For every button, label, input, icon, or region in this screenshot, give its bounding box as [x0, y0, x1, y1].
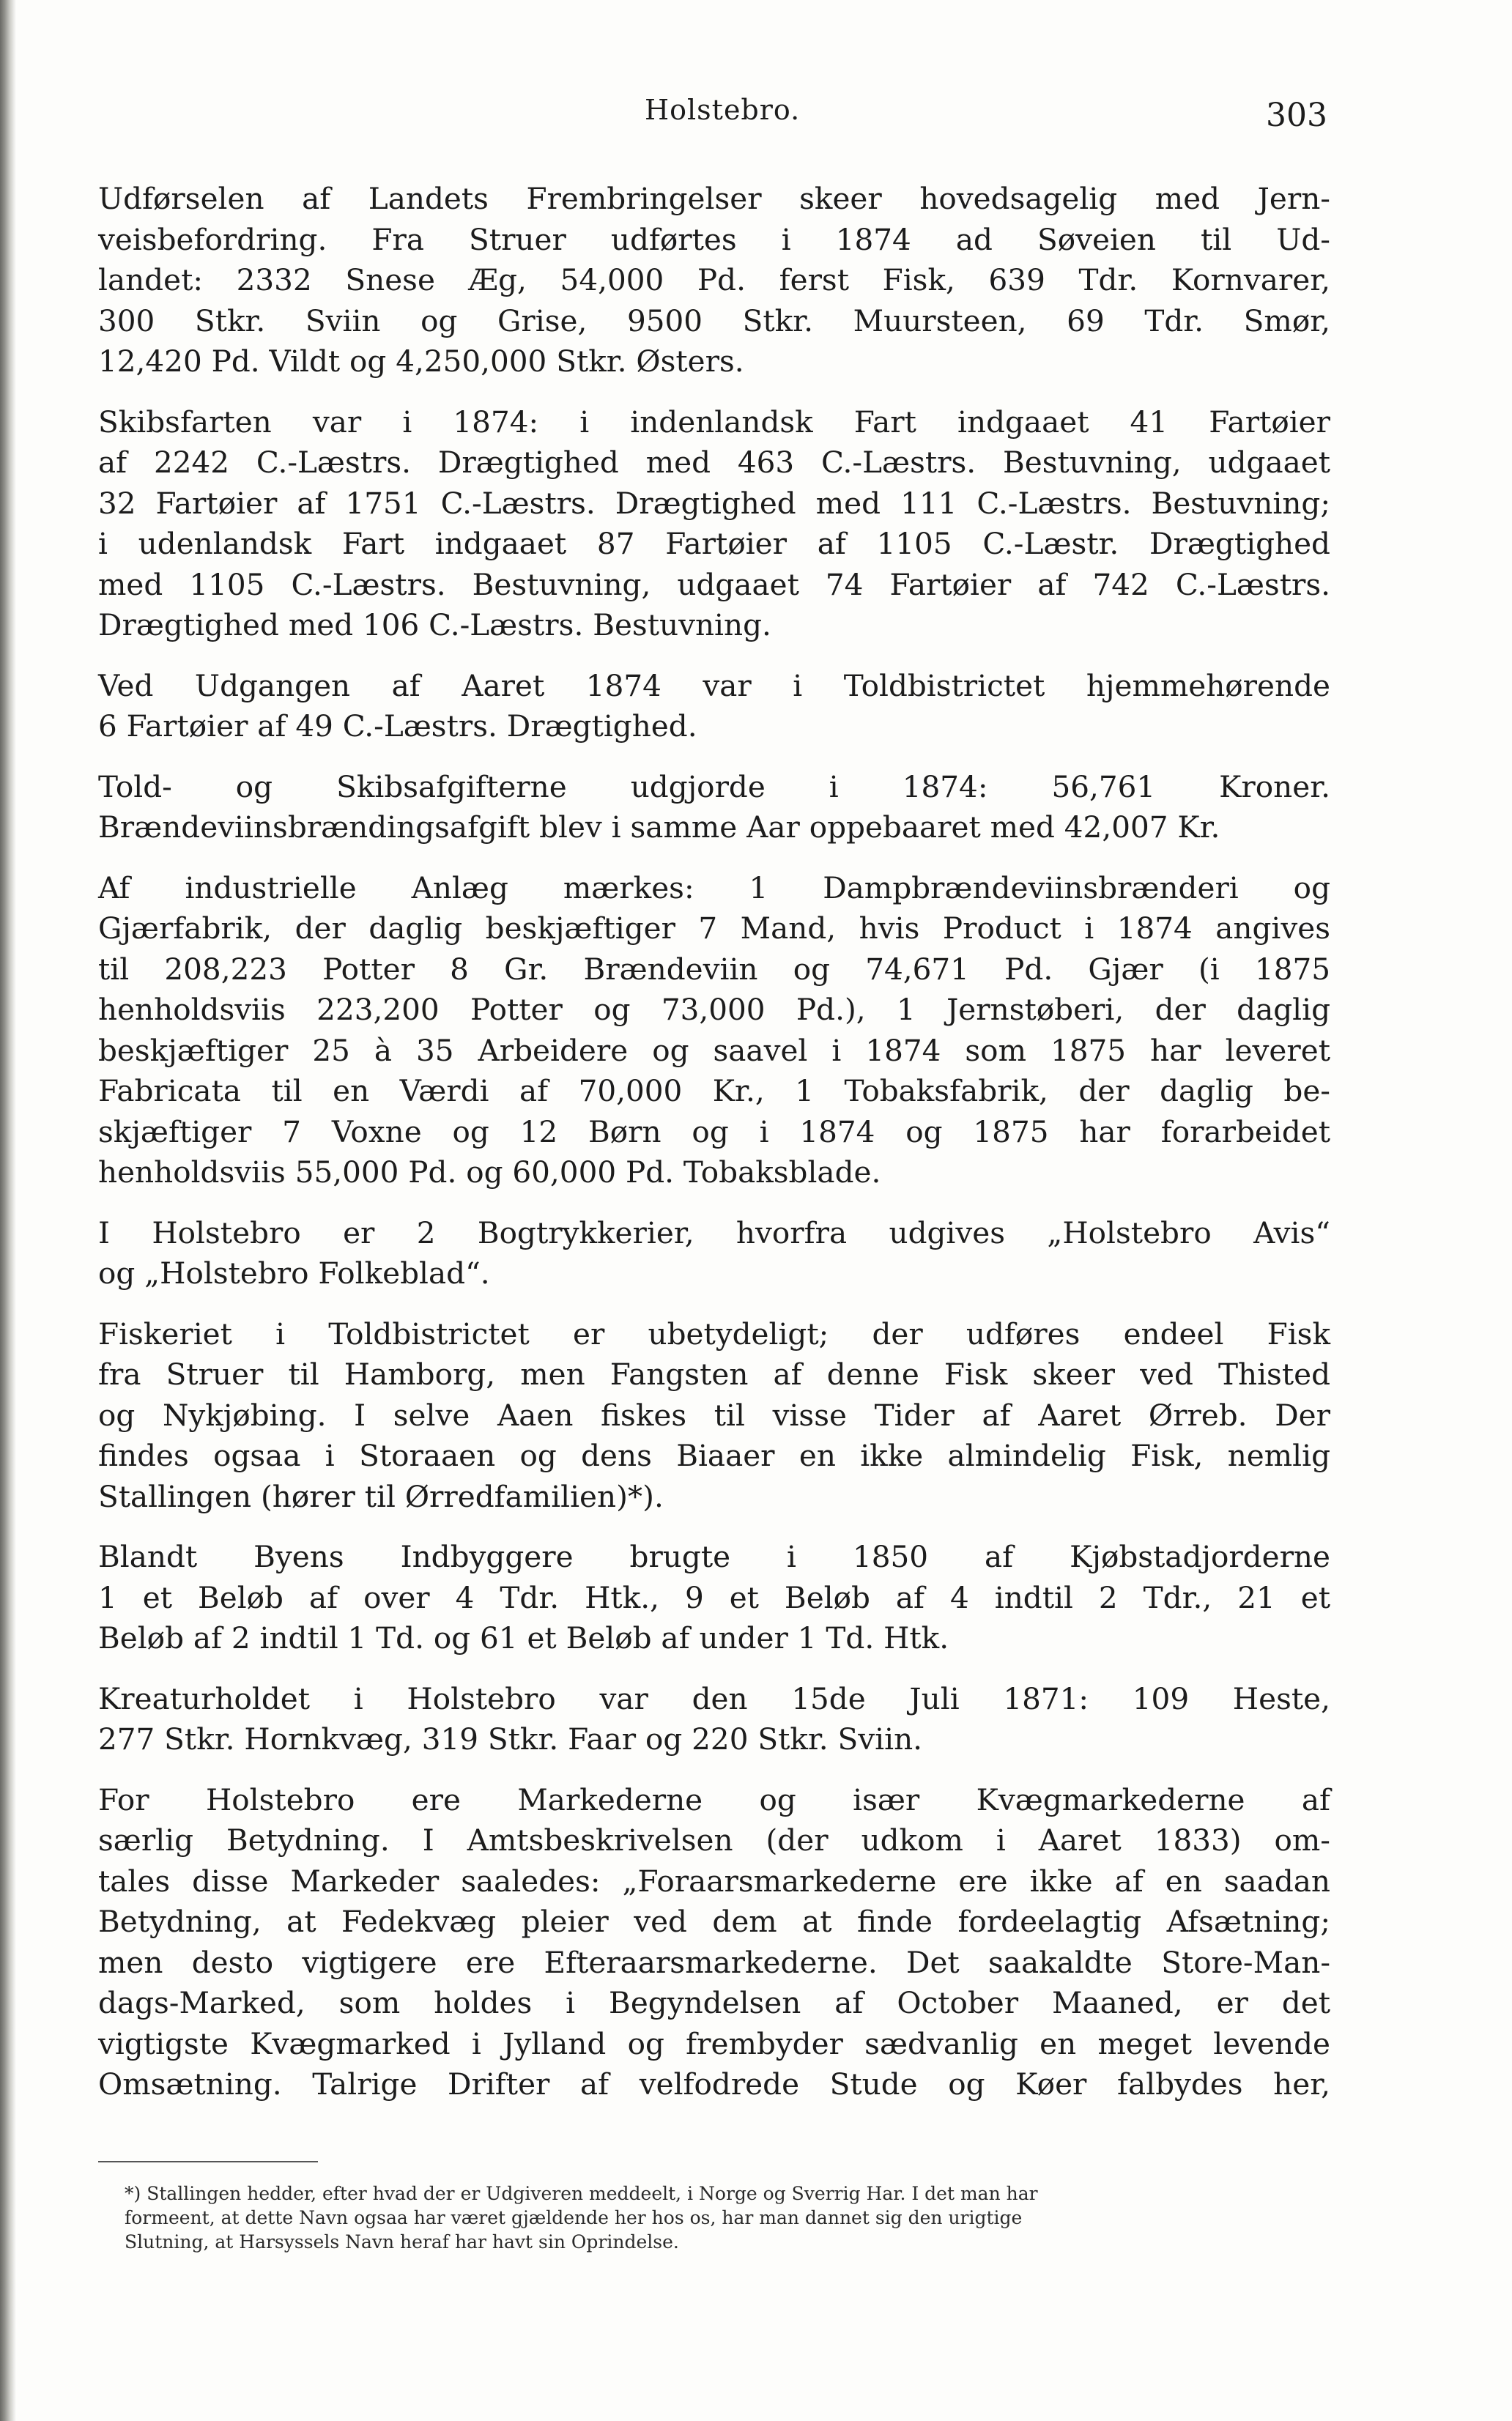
text-line: Blandt Byens Indbyggere brugte i 1850 af Kjøbstadjorderne: [98, 1539, 1330, 1574]
paragraph-printers: [98, 1213, 1330, 1294]
text-line: fra Struer til Hamborg, men Fangsten af denne Fisk skeer ved Thisted: [98, 1357, 1330, 1392]
text-line: skjæftiger 7 Voxne og 12 Børn og i 1874 og 1875 har forarbeidet: [98, 1113, 1330, 1149]
text-line: Gjærfabrik, der daglig beskjæftiger 7 Mand, hvis Product i 1874 angives: [98, 911, 1330, 946]
text-line: beskjæftiger 25 à 35 Arbeidere og saavel i 1874 som 1875 har leveret: [98, 1032, 1330, 1068]
text-line: For Holstebro ere Markederne og især Kvægmarkederne af: [98, 1782, 1330, 1817]
text-line: landet: 2332 Snese Æg, 54,000 Pd. ferst Fisk, 639 Tdr. Kornvarer,: [98, 262, 1330, 297]
running-head-title: Holstebro.: [645, 94, 801, 126]
paragraph-industry: [98, 868, 1330, 1193]
text-line: Fabricata til en Værdi af 70,000 Kr., 1 Tobaksfabrik, der daglig be-: [98, 1073, 1330, 1108]
text-line: 277 Stkr. Hornkvæg, 319 Stkr. Faar og 220 Stkr. Sviin.: [98, 1721, 923, 1757]
text-line: Af industrielle Anlæg mærkes: 1 Dampbrændeviinsbrænderi og: [98, 870, 1330, 905]
page-binding-edge: [0, 0, 16, 2421]
text-line: I Holstebro er 2 Bogtrykkerier, hvorfra udgives „Holstebro Avis“: [98, 1215, 1330, 1250]
text-line: Kreaturholdet i Holstebro var den 15de Juli 1871: 109 Heste,: [98, 1680, 1330, 1716]
text-line: 12,420 Pd. Vildt og 4,250,000 Stkr. Østers.: [98, 344, 744, 379]
text-line: til 208,223 Potter 8 Gr. Brændeviin og 74,671 Pd. Gjær (i 1875: [98, 951, 1330, 987]
paragraph-shipping: [98, 402, 1330, 646]
text-line: Stallingen (hører til Ørredfamilien)*).: [98, 1478, 664, 1514]
text-line: henholdsviis 55,000 Pd. og 60,000 Pd. Tobaksblade.: [98, 1154, 881, 1190]
paragraph-export: [98, 179, 1330, 382]
text-line: Ved Udgangen af Aaret 1874 var i Toldbistrictet hjemmehørende: [98, 667, 1330, 703]
text-line: Drægtighed med 106 C.-Læstrs. Bestuvning.: [98, 607, 771, 642]
text-line: veisbefordring. Fra Struer udførtes i 1874 ad Søveien til Ud-: [98, 221, 1330, 257]
text-line: Brændeviinsbrændingsafgift blev i samme Aar oppebaaret med 42,007 Kr.: [98, 809, 1220, 845]
footnote-divider: [98, 2161, 318, 2162]
text-line: Fiskeriet i Toldbistrictet er ubetydeligt; der udføres endeel Fisk: [98, 1316, 1330, 1352]
text-line: vigtigste Kvægmarked i Jylland og frembyder sædvanlig en meget levende: [98, 2025, 1330, 2061]
paragraph-home-vessels: [98, 666, 1330, 747]
footnote: [125, 2181, 1330, 2254]
text-line: og „Holstebro Folkeblad“.: [98, 1256, 490, 1291]
paragraph-customs: [98, 767, 1330, 848]
paragraph-livestock: [98, 1679, 1330, 1760]
text-line: Beløb af 2 indtil 1 Td. og 61 et Beløb af under 1 Td. Htk.: [98, 1620, 949, 1656]
text-line: Omsætning. Talrige Drifter af velfodrede Stude og Køer falbydes her,: [98, 2066, 1330, 2102]
text-line: 32 Fartøier af 1751 C.-Læstrs. Drægtighed med 111 C.-Læstrs. Bestuvning;: [98, 485, 1330, 521]
text-line: og Nykjøbing. I selve Aaen fiskes til visse Tider af Aaret Ørreb. Der: [98, 1397, 1330, 1433]
text-line: særlig Betydning. I Amtsbeskrivelsen (der udkom i Aaret 1833) om-: [98, 1823, 1330, 1858]
paragraph-markets: [98, 1780, 1330, 2105]
footnote-line: Slutning, at Harsyssels Navn heraf har havt sin Oprindelse.: [125, 2231, 679, 2253]
text-line: 300 Stkr. Sviin og Grise, 9500 Stkr. Muursteen, 69 Tdr. Smør,: [98, 303, 1330, 338]
paragraph-town-land: [98, 1537, 1330, 1659]
text-line: 1 et Beløb af over 4 Tdr. Htk., 9 et Beløb af 4 indtil 2 Tdr., 21 et: [98, 1579, 1330, 1615]
text-line: Told- og Skibsafgifterne udgjorde i 1874: 56,761 Kroner.: [98, 768, 1330, 804]
text-line: Udførselen af Landets Frembringelser skeer hovedsagelig med Jern-: [98, 181, 1330, 216]
text-line: med 1105 C.-Læstrs. Bestuvning, udgaaet 74 Fartøier af 742 C.-Læstrs.: [98, 566, 1330, 602]
running-head: [0, 94, 1512, 138]
text-line: dags-Marked, som holdes i Begyndelsen af October Maaned, er det: [98, 1985, 1330, 2020]
text-line: Betydning, at Fedekvæg pleier ved dem at finde fordeelagtig Afsætning;: [98, 1904, 1330, 1939]
text-line: i udenlandsk Fart indgaaet 87 Fartøier af 1105 C.-Læstr. Drægtighed: [98, 526, 1330, 561]
text-line: 6 Fartøier af 49 C.-Læstrs. Drægtighed.: [98, 708, 697, 744]
page-number: 303: [1266, 97, 1327, 134]
text-line: tales disse Markeder saaledes: „Foraarsmarkederne ere ikke af en saadan: [98, 1863, 1330, 1899]
footnote-line: *) Stallingen hedder, efter hvad der er Udgiveren meddeelt, i Norge og Sverrig Har. I det man har: [125, 2183, 1038, 2204]
text-line: findes ogsaa i Storaaen og dens Biaaer en ikke almindelig Fisk, nemlig: [98, 1438, 1330, 1473]
body-text: [98, 179, 1330, 2125]
footnote-line: formeent, at dette Navn ogsaa har været gjældende her hos os, har man dannet sig den urigtige: [125, 2207, 1023, 2228]
text-line: Skibsfarten var i 1874: i indenlandsk Fart indgaaet 41 Fartøier: [98, 404, 1330, 440]
text-line: henholdsviis 223,200 Potter og 73,000 Pd.), 1 Jernstøberi, der daglig: [98, 992, 1330, 1027]
text-line: af 2242 C.-Læstrs. Drægtighed med 463 C.-Læstrs. Bestuvning, udgaaet: [98, 445, 1330, 480]
text-line: men desto vigtigere ere Efteraarsmarkederne. Det saakaldte Store-Man-: [98, 1944, 1330, 1980]
paragraph-fishery: [98, 1314, 1330, 1518]
